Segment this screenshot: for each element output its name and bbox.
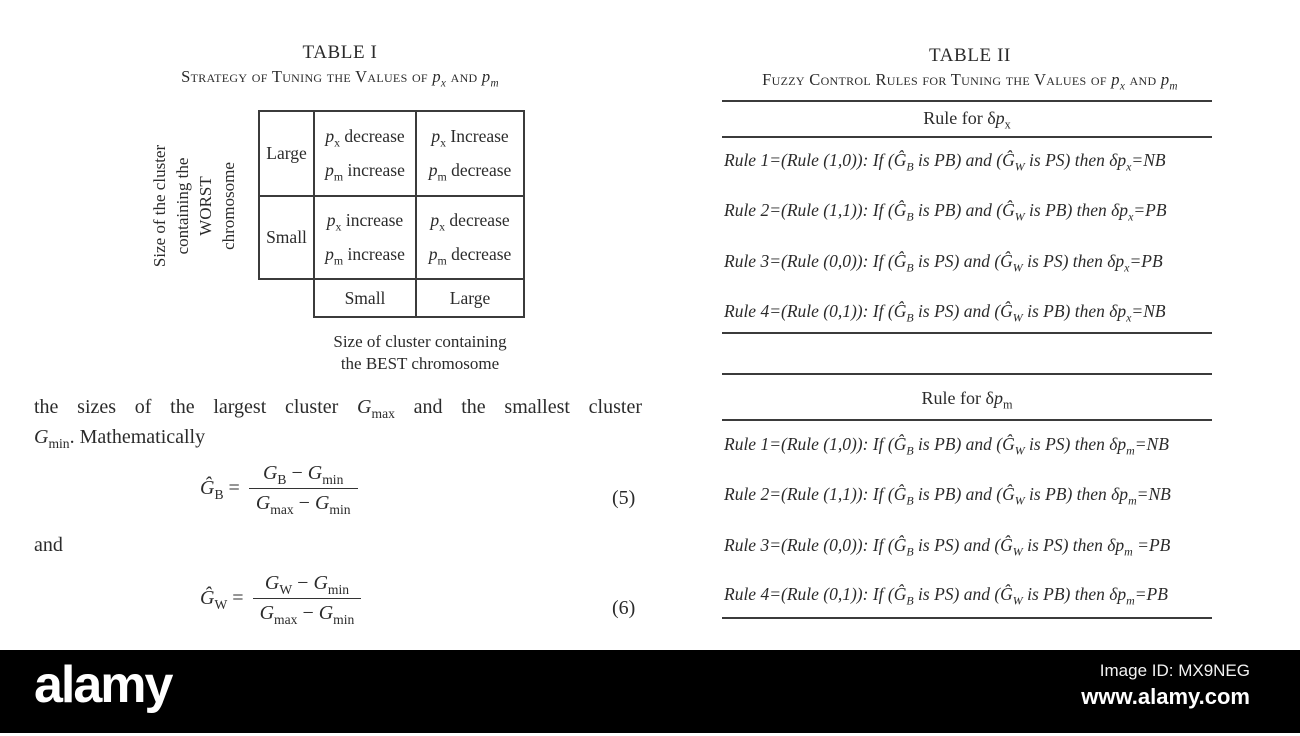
cell-line: $p_m$ increase: [325, 244, 405, 268]
table2-rule-line-divider: [722, 373, 1212, 375]
x-axis-caption-line: the BEST chromosome: [340, 354, 500, 373]
fraction: [253, 572, 362, 625]
y-axis-label-line: containing the: [173, 157, 192, 255]
table2-subtitle: Fuzzy Control Rules for Tuning the Values of $p_x$ and $p_m$: [762, 70, 1178, 93]
table1-cell: [417, 197, 523, 278]
fraction-denominator: $G_{max} - G_{min}$: [259, 602, 355, 627]
alamy-url: www.alamy.com: [1081, 684, 1250, 709]
connector-and: and: [34, 534, 63, 556]
table2-rule-line-divider: [722, 136, 1212, 138]
row-header-label: Large: [266, 143, 307, 163]
row-header-label: Small: [266, 227, 307, 247]
col-footer-label: Large: [449, 287, 491, 308]
table1-row-header: [260, 112, 313, 195]
equation-6: [200, 572, 361, 625]
table2-rule-line-divider: [722, 419, 1212, 421]
cell-line: $p_x$ decrease: [325, 125, 405, 150]
rule-line: Rule 4=(Rule (0,1)): If ($Ĝ_B$ is PS) and ($Ĝ_W$ is PB) then $\delta p_x=NB$: [724, 301, 1166, 325]
rule-line: Rule 2=(Rule (1,1)): If ($Ĝ_B$ is PB) and ($Ĝ_W$ is PB) then $\delta p_m=NB$: [724, 484, 1171, 508]
rule-line: Rule 3=(Rule (0,0)): If ($Ĝ_B$ is PS) and ($Ĝ_W$ is PS) then $\delta p_m =PB$: [724, 535, 1171, 559]
table1-col-footer: [315, 280, 415, 316]
equation-number-5: (5): [612, 487, 636, 509]
col-footer-label: Small: [344, 287, 386, 308]
image-id-label: Image ID: MX9NEG: [1099, 661, 1250, 680]
table2-heading: [700, 45, 1240, 93]
equation-5: [200, 462, 358, 515]
paragraph-line: $G_{min}$. Mathematically: [34, 426, 206, 451]
x-axis-caption-line: Size of cluster containing: [333, 332, 507, 351]
y-axis-label-line: Size of the cluster: [150, 144, 169, 268]
cell-line: $p_x$ Increase: [431, 125, 509, 150]
table1-cell: [315, 112, 415, 195]
body-paragraph: [34, 392, 642, 452]
y-axis-label-line: chromosome: [219, 162, 238, 250]
table2-rule-line-divider: [722, 332, 1212, 334]
table1-cell: [315, 197, 415, 278]
rule-line: Rule 1=(Rule (1,0)): If ($Ĝ_B$ is PB) and ($Ĝ_W$ is PS) then $\delta p_m=NB$: [724, 434, 1169, 458]
fraction: [249, 462, 358, 515]
table2-section1-header: Rule for $\delta p_x$: [923, 108, 1011, 132]
table2-rule-line-divider: [722, 617, 1212, 619]
cell-line: $p_x$ decrease: [430, 210, 510, 234]
table1-subtitle: Strategy of Tuning the Values of $p_x$ and $p_m$: [181, 67, 499, 90]
table1-grid: [258, 110, 525, 318]
rule-line: Rule 1=(Rule (1,0)): If ($Ĝ_B$ is PB) and ($Ĝ_W$ is PS) then $\delta p_x=NB$: [724, 150, 1166, 174]
grid-hline: [313, 316, 525, 318]
table1-x-axis-caption: [230, 331, 610, 375]
rule-line: Rule 3=(Rule (0,0)): If ($Ĝ_B$ is PS) and ($Ĝ_W$ is PS) then $\delta p_x=PB$: [724, 251, 1163, 275]
cell-line: $p_m$ decrease: [428, 244, 512, 268]
table1-heading: [120, 42, 560, 90]
table1-title: TABLE I: [302, 42, 378, 63]
rule-line: Rule 2=(Rule (1,1)): If ($Ĝ_B$ is PB) and ($Ĝ_W$ is PB) then $\delta p_x=PB$: [724, 200, 1167, 224]
footer-info: [1081, 661, 1250, 710]
fraction-numerator: $G_W - G_{min}$: [253, 572, 362, 599]
equation-lhs: $Ĝ_B$ =: [200, 477, 240, 502]
table1-col-footer: [417, 280, 523, 316]
table1-cell: [417, 112, 523, 195]
alamy-logo: alamy: [34, 656, 172, 714]
table2-rule-line-divider: [722, 100, 1212, 102]
rule-line: Rule 4=(Rule (0,1)): If ($Ĝ_B$ is PS) and ($Ĝ_W$ is PB) then $\delta p_m=PB$: [724, 584, 1168, 608]
fraction-denominator: $G_{max} - G_{min}$: [255, 492, 351, 517]
fraction-numerator: $G_B - G_{min}$: [249, 462, 358, 489]
paragraph-line: the sizes of the largest cluster $G_{max}$ and the smallest cluster: [34, 396, 642, 421]
cell-line: $p_x$ increase: [326, 210, 404, 234]
table2-title: TABLE II: [929, 45, 1011, 66]
table1-row-header: [260, 197, 313, 278]
equation-number-6: (6): [612, 597, 636, 619]
cell-line: $p_m$ increase: [325, 160, 405, 184]
equation-lhs: $Ĝ_W$ =: [200, 587, 244, 612]
table1-y-axis-label: [148, 106, 240, 306]
cell-line: $p_m$ decrease: [428, 160, 512, 184]
y-axis-label-line: WORST: [196, 176, 215, 236]
grid-vline: [523, 110, 525, 318]
table2-section2-header: Rule for $\delta p_m$: [921, 388, 1013, 412]
